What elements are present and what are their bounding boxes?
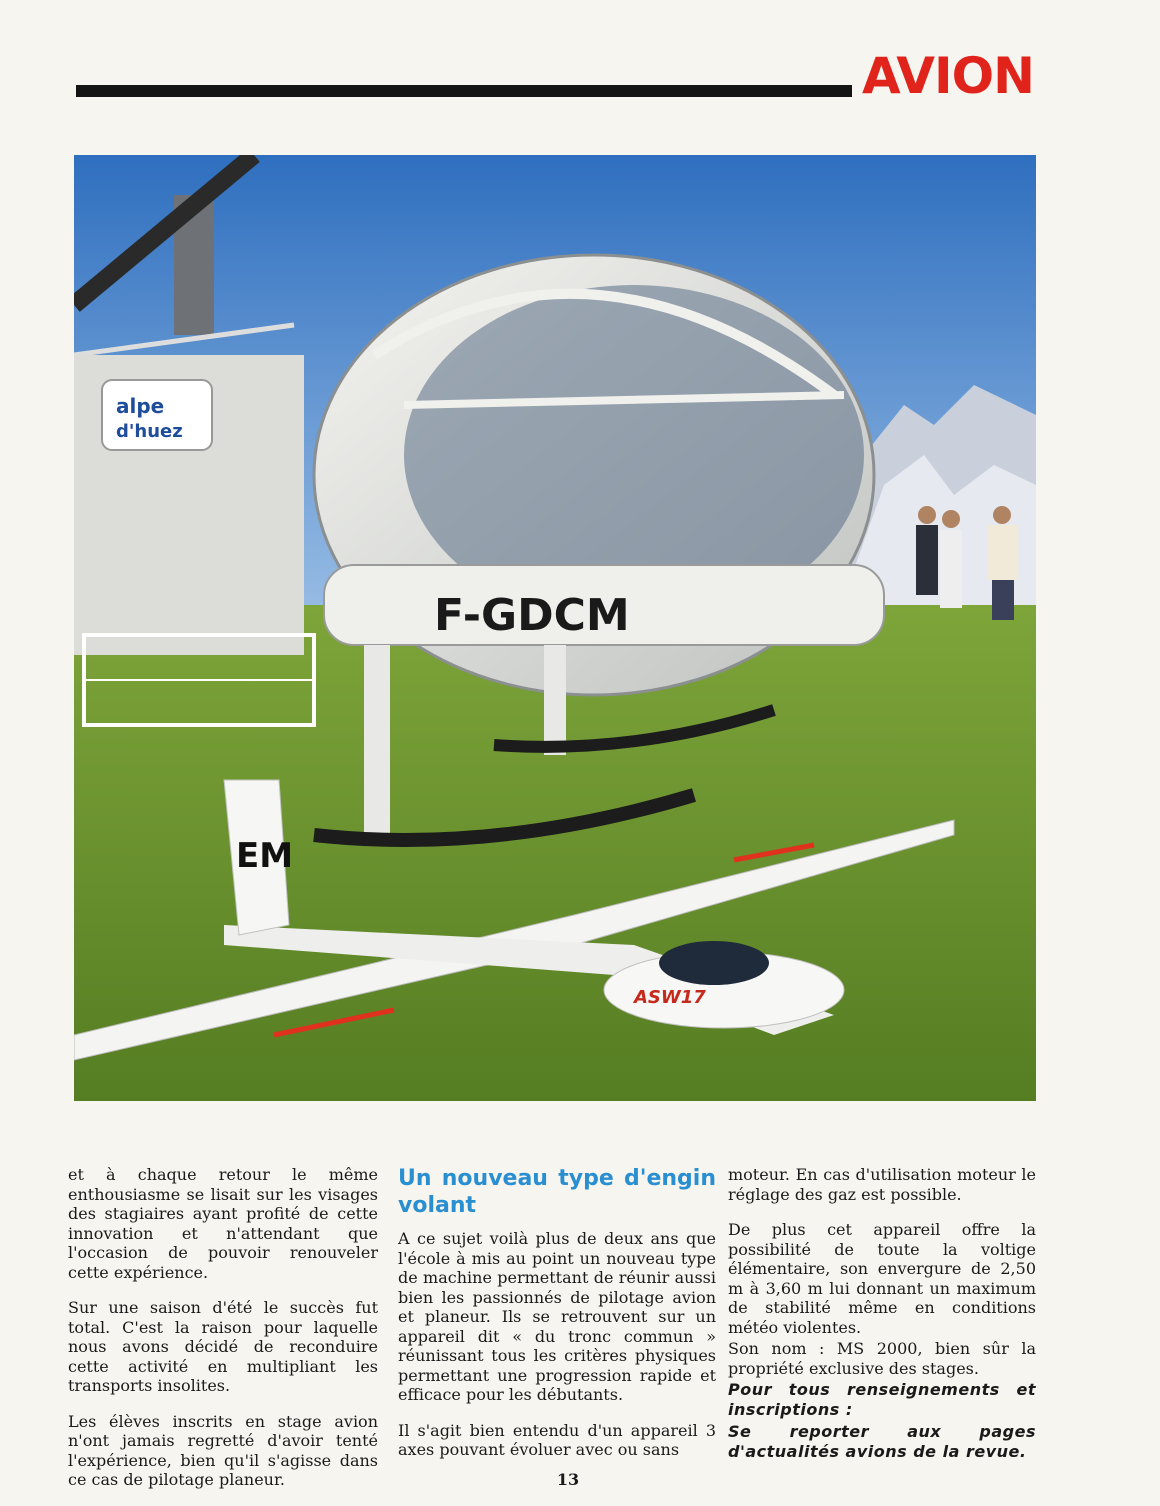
paragraph: Il s'agit bien entendu d'un appareil 3 axes pouvant évoluer avec ou sans (398, 1420, 716, 1459)
paragraph: Sur une saison d'été le succès fut total. C'est la raison pour laquelle nous avons décidé de reconduire cette activité en multipliant les transports insolites. (68, 1298, 378, 1395)
text-column-2 (398, 1165, 716, 1476)
header-rule (76, 85, 852, 97)
logo-text-top: alpe (116, 394, 165, 418)
page-number: 13 (556, 1470, 580, 1489)
paragraph: moteur. En cas d'utilisation moteur le réglage des gaz est possible. (728, 1165, 1036, 1204)
glider-tail-code: EM (236, 836, 294, 876)
glider-model-label: ASW17 (634, 987, 706, 1008)
article-subheading: Un nouveau type d'engin volant (398, 1166, 716, 1218)
paragraph: Son nom : MS 2000, bien sûr la propriété exclusive des stages. (728, 1339, 1036, 1378)
paragraph: De plus cet appareil offre la possibilité de toute la voltige élémentaire, son envergure de 2,50 m à 3,60 m lui donnant un maximum de stabilité même en conditions météo violentes. (728, 1220, 1036, 1337)
paragraph: et à chaque retour le même enthousiasme se lisait sur les visages des stagiaires ayant profité de cette innovation et n'attendant que l'occasion de pouvoir renouveler cette expérience. (68, 1165, 378, 1282)
photo-helicopter-glider (74, 155, 1036, 1101)
text-column-3 (728, 1165, 1036, 1478)
info-callout: Pour tous renseignements et inscriptions : (728, 1380, 1036, 1419)
section-title: AVION (862, 47, 1034, 105)
info-callout-detail: Se reporter aux pages d'actualités avions de la revue. (728, 1422, 1036, 1461)
text-column-1 (68, 1165, 378, 1506)
paragraph: Les élèves inscrits en stage avion n'ont jamais regretté d'avoir tenté l'expérience, bien qu'il s'agisse dans ce cas de pilotage planeur. (68, 1411, 378, 1489)
logo-text-bottom: d'huez (116, 421, 183, 442)
paragraph: A ce sujet voilà plus de deux ans que l'école à mis au point un nouveau type de machine permettant de réunir aussi bien les passionnés de pilotage avion et planeur. Ils se retrouvent sur un appareil dit « du tronc commun » réunissant tous les critères physiques permettant une progression rapide et efficace pour les débutants. (398, 1229, 716, 1404)
helicopter-registration: F-GDCM (434, 590, 630, 641)
